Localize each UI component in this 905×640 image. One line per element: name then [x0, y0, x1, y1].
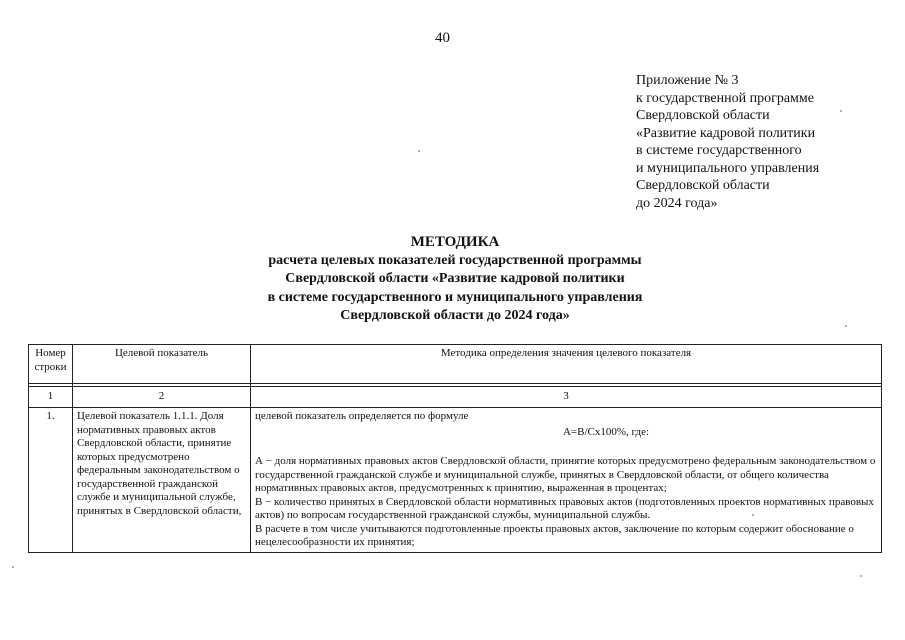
page-number: 40	[435, 30, 450, 46]
scan-speck	[752, 514, 754, 516]
document-title	[160, 233, 750, 326]
appendix-line: Приложение № 3	[636, 73, 739, 88]
table-header-row	[29, 345, 882, 384]
scan-speck	[12, 566, 14, 568]
title-line: Свердловской области до 2024 года»	[340, 308, 570, 323]
row-number: 1.	[29, 408, 73, 553]
method-definition-a: А − доля нормативных правовых актов Свердловской области, принятие которых предусмотрено федеральным законодательством о государственной гражданской службе и муниципальной службе, принятых в Свердловской области, от общего количества нормативных правовых актов, предусмотренных к принятию, выраженная в процентах;	[255, 455, 876, 494]
title-line: в системе государственного и муниципального управления	[267, 289, 643, 305]
appendix-line: в системе государственного	[636, 143, 802, 158]
appendix-line: Свердловской области	[636, 178, 770, 193]
title-line: расчета целевых показателей государственной программы	[268, 252, 642, 268]
method-definition-b: В − количество принятых в Свердловской области нормативных правовых актов (подготовленных проектов нормативных правовых актов) по вопросам государственной гражданской службы, муниципальной службы.	[255, 495, 874, 521]
table-row	[29, 408, 882, 553]
appendix-heading	[636, 72, 819, 212]
column-number: 3	[251, 387, 882, 408]
scan-speck	[860, 575, 862, 577]
scan-speck	[418, 150, 420, 152]
appendix-line: до 2024 года»	[636, 195, 718, 211]
method-cell	[251, 408, 882, 553]
column-number-row	[29, 387, 882, 408]
title-line: Свердловской области «Развитие кадровой политики	[285, 271, 625, 286]
appendix-line: к государственной программе	[636, 90, 814, 106]
appendix-line: «Развитие кадровой политики	[636, 125, 816, 141]
header-row-number: Номер строки	[29, 345, 73, 384]
header-method: Методика определения значения целевого показателя	[251, 345, 882, 384]
appendix-line: и муниципального управления	[636, 160, 820, 176]
method-note: В расчете в том числе учитываются подготовленные проекты правовых актов, заключение по которым содержит обоснование о нецелесообразности их принятия;	[255, 522, 854, 548]
column-number: 1	[29, 387, 73, 408]
column-number: 2	[73, 387, 251, 408]
title-methodology: МЕТОДИКА	[410, 234, 500, 250]
formula: А=В/Сх100%, где:	[562, 425, 650, 438]
header-indicator: Целевой показатель	[73, 345, 251, 384]
appendix-line: Свердловской области	[636, 108, 770, 123]
indicator-cell: Целевой показатель 1.1.1. Доля нормативных правовых актов Свердловской области, принятие которых предусмотрено федеральным законодательством о государственной гражданской службе и муниципальной службе, принятых в Свердловской области,	[73, 408, 251, 553]
scan-speck	[840, 110, 842, 112]
method-intro: целевой показатель определяется по формуле	[255, 410, 469, 422]
scan-speck	[845, 325, 847, 327]
methodology-table	[28, 344, 882, 553]
